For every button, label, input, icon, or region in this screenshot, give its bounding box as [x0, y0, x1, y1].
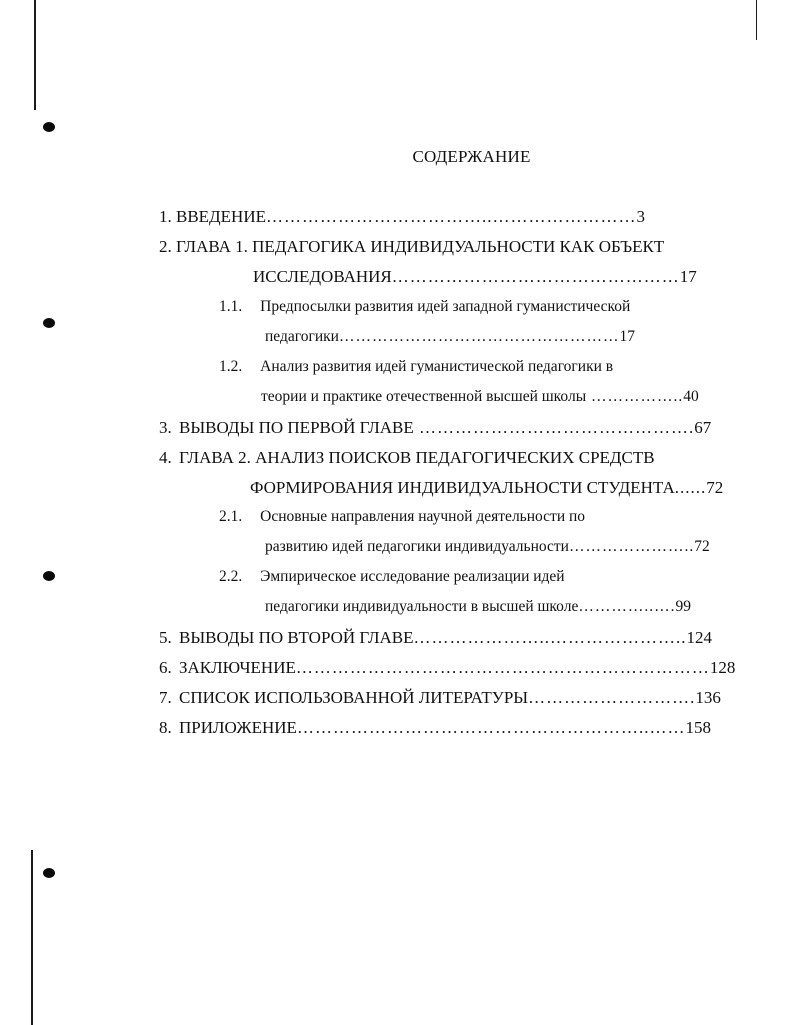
toc-number: 5. — [159, 628, 172, 647]
toc-number: 6. — [159, 658, 172, 677]
toc-title: Анализ развития идей гуманистической педагогики в — [260, 358, 614, 375]
toc-page: 17 — [619, 328, 635, 345]
toc-subentry — [219, 298, 630, 316]
toc-title: Эмпирическое исследование реализации идей — [260, 568, 565, 585]
punch-hole — [43, 122, 55, 132]
toc-title: ИССЛЕДОВАНИЯ — [253, 267, 392, 286]
toc-number: 3. — [159, 418, 172, 437]
toc-entry: 5. ВЫВОДЫ ПО ВТОРОЙ ГЛАВЕ…………………..…………………..124 — [159, 628, 713, 647]
toc-entry: 8. ПРИЛОЖЕНИЕ…………………………………………………..……158 — [159, 718, 711, 737]
toc-title: ГЛАВА 2. АНАЛИЗ ПОИСКОВ ПЕДАГОГИЧЕСКИХ СРЕДСТВ — [179, 448, 655, 467]
toc-subentry-continuation: развитию идей педагогики индивидуальности…………………..72 — [265, 538, 710, 555]
toc-subentry-continuation: педагогики индивидуальности в высшей школе…………..….99 — [265, 598, 691, 615]
toc-title: ФОРМИРОВАНИЯ ИНДИВИДУАЛЬНОСТИ СТУДЕНТА — [250, 478, 675, 497]
toc-entry: 3. ВЫВОДЫ ПО ПЕРВОЙ ГЛАВЕ ……………………………………….67 — [159, 418, 712, 437]
toc-page: 67 — [694, 418, 712, 437]
toc-number: 2.1. — [219, 508, 243, 525]
toc-subentry-continuation: педагогики……………………………………………17 — [265, 328, 635, 345]
toc-title: ВВЕДЕНИЕ — [176, 207, 266, 226]
toc-page: 40 — [683, 388, 699, 405]
toc-title: ЗАКЛЮЧЕНИЕ — [179, 658, 296, 677]
toc-entry: 6. ЗАКЛЮЧЕНИЕ……………………………………………………………128 — [159, 658, 736, 677]
toc-entry: 1. ВВЕДЕНИЕ………………………………..……………………3 — [159, 207, 645, 226]
toc-entry-continuation: ИССЛЕДОВАНИЯ…………………………………………17 — [253, 267, 697, 286]
toc-number: 2.2. — [219, 568, 243, 585]
toc-page: 128 — [709, 658, 736, 677]
toc-title: развитию идей педагогики индивидуальности — [265, 538, 569, 555]
toc-page: 72 — [706, 478, 724, 497]
punch-hole — [43, 571, 55, 581]
margin-scan-line — [34, 0, 36, 110]
toc-subentry-continuation: теории и практике отечественной высшей школы ……………..40 — [261, 388, 699, 405]
margin-scan-line — [31, 850, 33, 1025]
toc-title: ГЛАВА 1. ПЕДАГОГИКА ИНДИВИДУАЛЬНОСТИ КАК ОБЪЕКТ — [176, 237, 665, 256]
toc-page: 99 — [675, 598, 691, 615]
toc-number: 7. — [159, 688, 172, 707]
toc-entry-continuation: ФОРМИРОВАНИЯ ИНДИВИДУАЛЬНОСТИ СТУДЕНТА......72 — [250, 478, 724, 497]
toc-title: теории и практике отечественной высшей школы — [261, 388, 587, 405]
toc-title: ВЫВОДЫ ПО ВТОРОЙ ГЛАВЕ — [179, 628, 414, 647]
toc-page: 124 — [686, 628, 713, 647]
toc-subentry — [219, 568, 565, 586]
punch-hole — [43, 318, 55, 328]
toc-number: 2. — [159, 237, 172, 256]
toc-number: 8. — [159, 718, 172, 737]
punch-hole — [43, 868, 55, 878]
toc-number: 1.2. — [219, 358, 243, 375]
top-scan-line — [756, 0, 757, 40]
toc-entry — [159, 237, 664, 257]
toc-page: 136 — [695, 688, 721, 707]
toc-subentry — [219, 358, 613, 376]
toc-entry — [159, 448, 655, 468]
toc-subentry — [219, 508, 585, 526]
toc-number: 1. — [159, 207, 172, 226]
toc-page: 17 — [679, 267, 697, 286]
toc-title: СПИСОК ИСПОЛЬЗОВАННОЙ ЛИТЕРАТУРЫ — [179, 688, 529, 707]
toc-number: 4. — [159, 448, 172, 467]
toc-title: педагогики индивидуальности в высшей школе — [265, 598, 579, 615]
page-title: СОДЕРЖАНИЕ — [412, 147, 531, 166]
toc-page: 72 — [694, 538, 710, 555]
toc-entry: 7. СПИСОК ИСПОЛЬЗОВАННОЙ ЛИТЕРАТУРЫ……………………….136 — [159, 688, 721, 707]
toc-title: ВЫВОДЫ ПО ПЕРВОЙ ГЛАВЕ — [179, 418, 414, 437]
toc-page: 158 — [685, 718, 711, 737]
toc-number: 1.1. — [219, 298, 243, 315]
toc-title: ПРИЛОЖЕНИЕ — [179, 718, 297, 737]
toc-title: Предпосылки развития идей западной гуманистической — [260, 298, 631, 315]
toc-title: педагогики — [265, 328, 339, 345]
toc-title: Основные направления научной деятельности по — [260, 508, 586, 525]
toc-page: 3 — [636, 207, 645, 226]
